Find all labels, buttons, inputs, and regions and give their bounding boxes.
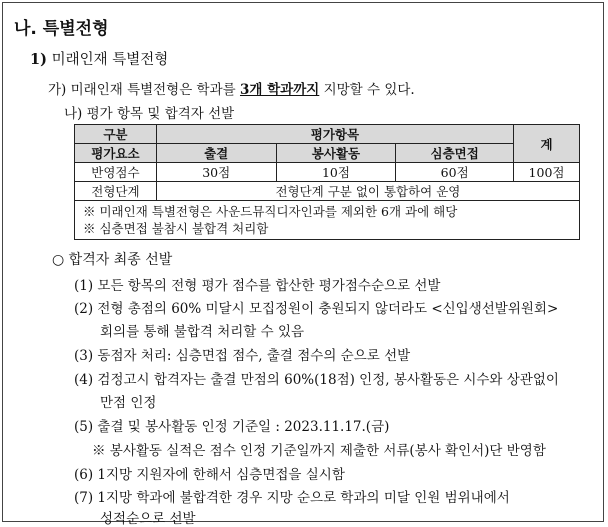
score-volunteer: 10점 — [276, 163, 396, 182]
list-item-text: 출결 및 봉사활동 인정 기준일 : 2023.11.17.(금) — [97, 419, 390, 435]
list-item-text: 모든 항목의 전형 평가 점수를 합산한 평가점수순으로 선발 — [97, 278, 441, 294]
list-item-number: (3) — [74, 348, 94, 364]
volunteer-note: ※ 봉사활동 실적은 점수 인정 기준일까지 제출한 서류(봉사 확인서)단 반영함 — [92, 443, 546, 459]
subsection-title: 미래인재 특별전형 — [51, 52, 169, 68]
list-item-number: (6) — [74, 467, 94, 483]
item-ga-highlight: 3개 학과까지 — [239, 82, 320, 98]
list-item-continuation: 회의를 통해 불합격 처리할 수 있음 — [100, 324, 305, 340]
final-selection-title: 합격자 최종 선발 — [68, 252, 173, 268]
list-item — [74, 297, 558, 317]
item-ga-text-after: 지망할 수 있다. — [323, 82, 415, 98]
list-item-text: 전형 총점의 60% 미달시 모집정원이 충원되지 않더라도 <신입생선발위원회> — [97, 301, 559, 317]
note-2: ※ 심층면접 불참시 불합격 처리함 — [83, 221, 269, 236]
list-item-continuation: 만점 인정 — [100, 395, 157, 411]
subsection-number: 1) — [30, 51, 47, 68]
list-item-number: (2) — [74, 301, 94, 317]
score-interview: 60점 — [396, 163, 514, 182]
section-title: 나. 특별전형 — [14, 19, 109, 39]
list-item-text: 동점자 처리: 심층면접 점수, 출결 점수의 순으로 선발 — [97, 348, 411, 364]
table-row — [75, 163, 580, 182]
th-eval-items: 평가항목 — [156, 125, 513, 144]
th-volunteer: 봉사활동 — [276, 144, 396, 163]
th-total: 계 — [514, 125, 580, 163]
subsection-heading — [30, 48, 168, 69]
item-ga-text-before: 미래인재 특별전형은 학과를 — [70, 82, 236, 98]
th-interview: 심층면접 — [396, 144, 514, 163]
score-attendance: 30점 — [156, 163, 276, 182]
note-1: ※ 미래인재 특별전형은 사운드뮤직디자인과를 제외한 6개 과에 해당 — [83, 204, 458, 219]
row-score-label: 반영점수 — [75, 163, 157, 182]
list-item-text: 검정고시 합격자는 출결 만점의 60%(18점) 인정, 봉사활동은 시수와 상관없이 — [97, 372, 559, 388]
final-selection-heading — [52, 249, 172, 269]
stage-text: 전형단계 구분 없이 통합하여 운영 — [156, 182, 579, 201]
list-item-number: (5) — [74, 419, 94, 435]
list-item — [74, 486, 510, 506]
list-item — [74, 274, 440, 294]
list-item-continuation: 성적순으로 선발 — [100, 511, 196, 527]
list-item-number: (4) — [74, 372, 94, 388]
th-attendance: 출결 — [156, 144, 276, 163]
list-item — [74, 463, 345, 483]
list-item — [74, 368, 559, 388]
list-item-text: 1지망 지원자에 한해서 심층면접을 실시함 — [97, 467, 345, 483]
th-category: 구분 — [75, 125, 157, 144]
row-stage-label: 전형단계 — [75, 182, 157, 201]
item-na-marker: 나) — [64, 106, 83, 122]
item-ga — [48, 78, 415, 98]
th-factor: 평가요소 — [75, 144, 157, 163]
table-notes — [75, 201, 580, 240]
table-row — [75, 201, 580, 240]
list-item-text: 1지망 학과에 불합격한 경우 지망 순으로 학과의 미달 인원 범위내에서 — [97, 490, 510, 506]
circle-bullet-icon: ○ — [52, 252, 65, 268]
list-item-number: (1) — [74, 278, 94, 294]
list-item-number: (7) — [74, 490, 94, 506]
evaluation-table — [74, 124, 580, 240]
item-na-text: 평가 항목 및 합격자 선발 — [86, 106, 235, 122]
list-item — [74, 415, 389, 435]
item-ga-marker: 가) — [48, 82, 67, 98]
item-na — [64, 102, 234, 122]
list-item — [74, 344, 410, 364]
score-total: 100점 — [514, 163, 580, 182]
table-row — [75, 182, 580, 201]
